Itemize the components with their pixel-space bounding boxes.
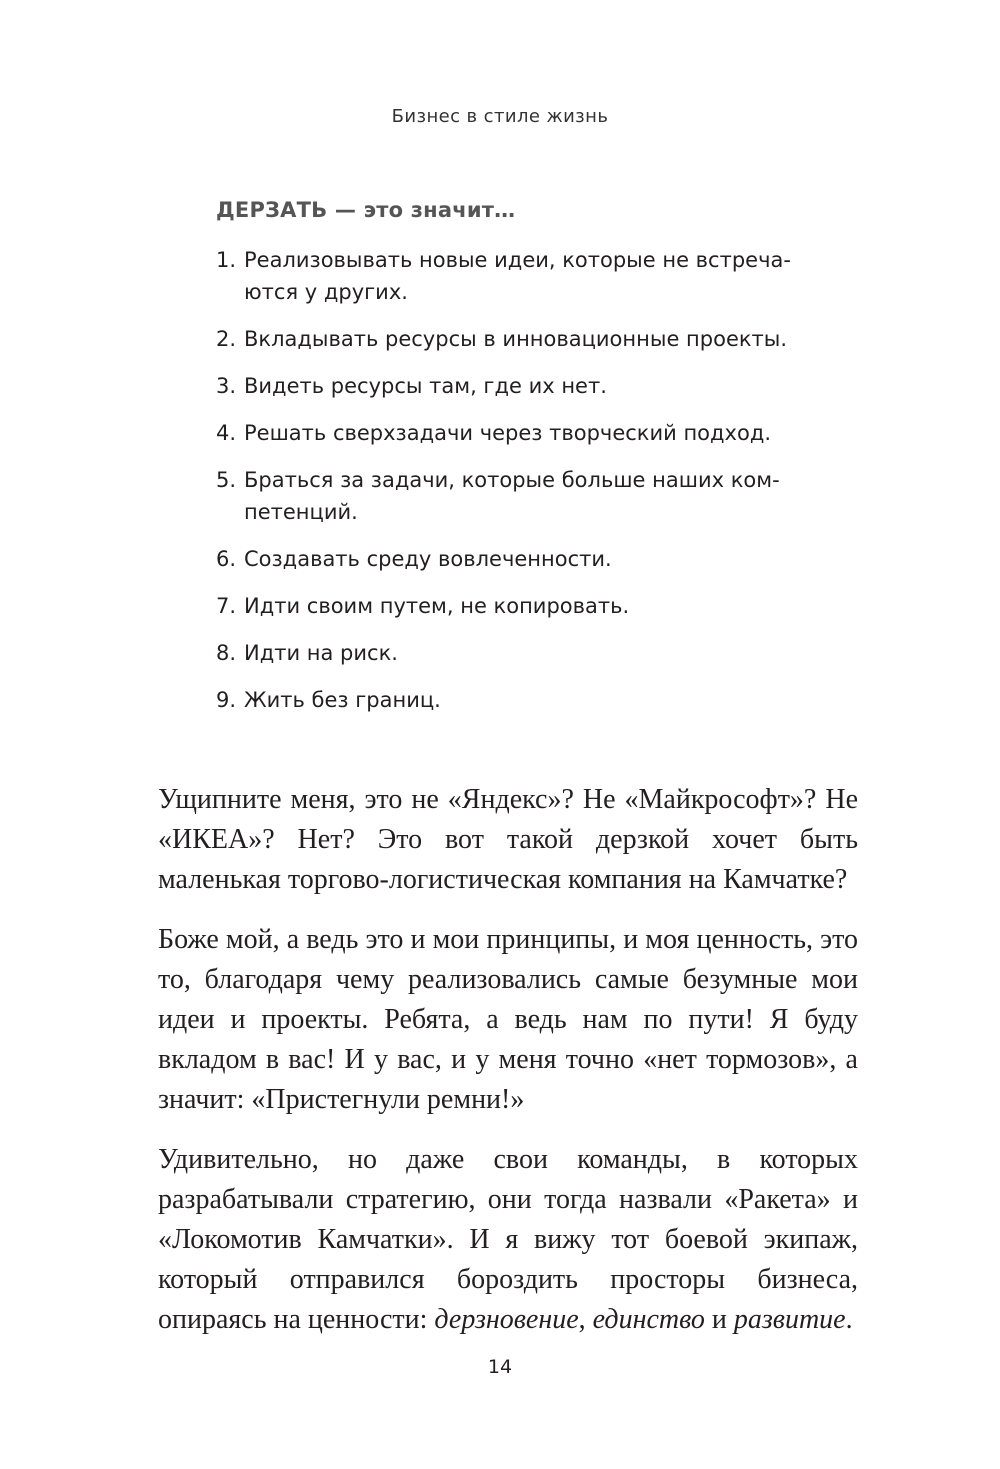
list-item-text: Идти на риск. <box>244 641 398 665</box>
list-item <box>216 417 816 449</box>
sidebar-heading-caps: ДЕРЗАТЬ <box>216 198 328 222</box>
list-item-text: Видеть ресурсы там, где их нет. <box>244 374 607 398</box>
list-item <box>216 543 816 575</box>
sidebar-heading <box>216 198 816 222</box>
list-item-text: Решать сверхзадачи через творческий подход. <box>244 421 772 445</box>
value-emphasis: дерзновение <box>434 1304 579 1335</box>
value-emphasis: развитие <box>733 1304 846 1335</box>
list-item-number: 8. <box>216 641 237 665</box>
list-item-text: Браться за задачи, которые больше наших ком-петенций. <box>244 468 780 524</box>
running-header: Бизнес в стиле жизнь <box>391 106 609 127</box>
list-item <box>216 370 816 402</box>
separator: и <box>704 1304 734 1335</box>
list-item <box>216 464 816 528</box>
list-item-number: 3. <box>216 374 237 398</box>
list-item-text: Жить без границ. <box>244 688 441 712</box>
list-item-number: 9. <box>216 688 237 712</box>
list-item-number: 5. <box>216 468 237 492</box>
list-item-text: Создавать среду вовлеченности. <box>244 547 612 571</box>
paragraph-end: . <box>845 1304 853 1335</box>
list-item-number: 1. <box>216 248 237 272</box>
list-item-number: 6. <box>216 547 237 571</box>
separator: , <box>578 1304 593 1335</box>
body-text <box>158 780 858 1360</box>
paragraph <box>158 1140 858 1340</box>
page-number: 14 <box>487 1356 513 1378</box>
values-sidebar <box>216 198 816 731</box>
list-item <box>216 323 816 355</box>
list-item-text: Реализовывать новые идеи, которые не встреча-ются у других. <box>244 248 791 304</box>
values-list <box>216 244 816 716</box>
list-item-text: Вкладывать ресурсы в инновационные проекты. <box>244 327 788 351</box>
sidebar-heading-rest: — это значит… <box>327 198 516 222</box>
list-item <box>216 244 816 308</box>
list-item <box>216 684 816 716</box>
list-item <box>216 637 816 669</box>
list-item-number: 7. <box>216 594 237 618</box>
list-item-text: Идти своим путем, не копировать. <box>244 594 630 618</box>
list-item <box>216 590 816 622</box>
value-emphasis: единство <box>592 1304 705 1335</box>
paragraph: Ущипните меня, это не «Яндекс»? Не «Майкрософт»? Не «ИКЕА»? Нет? Это вот такой дерзкой хочет быть маленькая торгово-логистическая компания на Камчатке? <box>158 784 858 895</box>
paragraph-text: Удивительно, но даже свои команды, в которых разрабатывали стратегию, они тогда назвали «Ракета» и «Локомотив Камчатки». И я вижу тот боевой экипаж, который отправился бороздить просторы бизнеса, опираясь на ценности: <box>158 1144 858 1335</box>
list-item-number: 4. <box>216 421 237 445</box>
paragraph: Боже мой, а ведь это и мои принципы, и моя ценность, это то, благодаря чему реализовались самые безумные мои идеи и проекты. Ребята, а ведь нам по пути! Я буду вкладом в вас! И у вас, и у меня точно «нет тормозов», а значит: «Пристегнули ремни!» <box>158 924 858 1115</box>
list-item-number: 2. <box>216 327 237 351</box>
